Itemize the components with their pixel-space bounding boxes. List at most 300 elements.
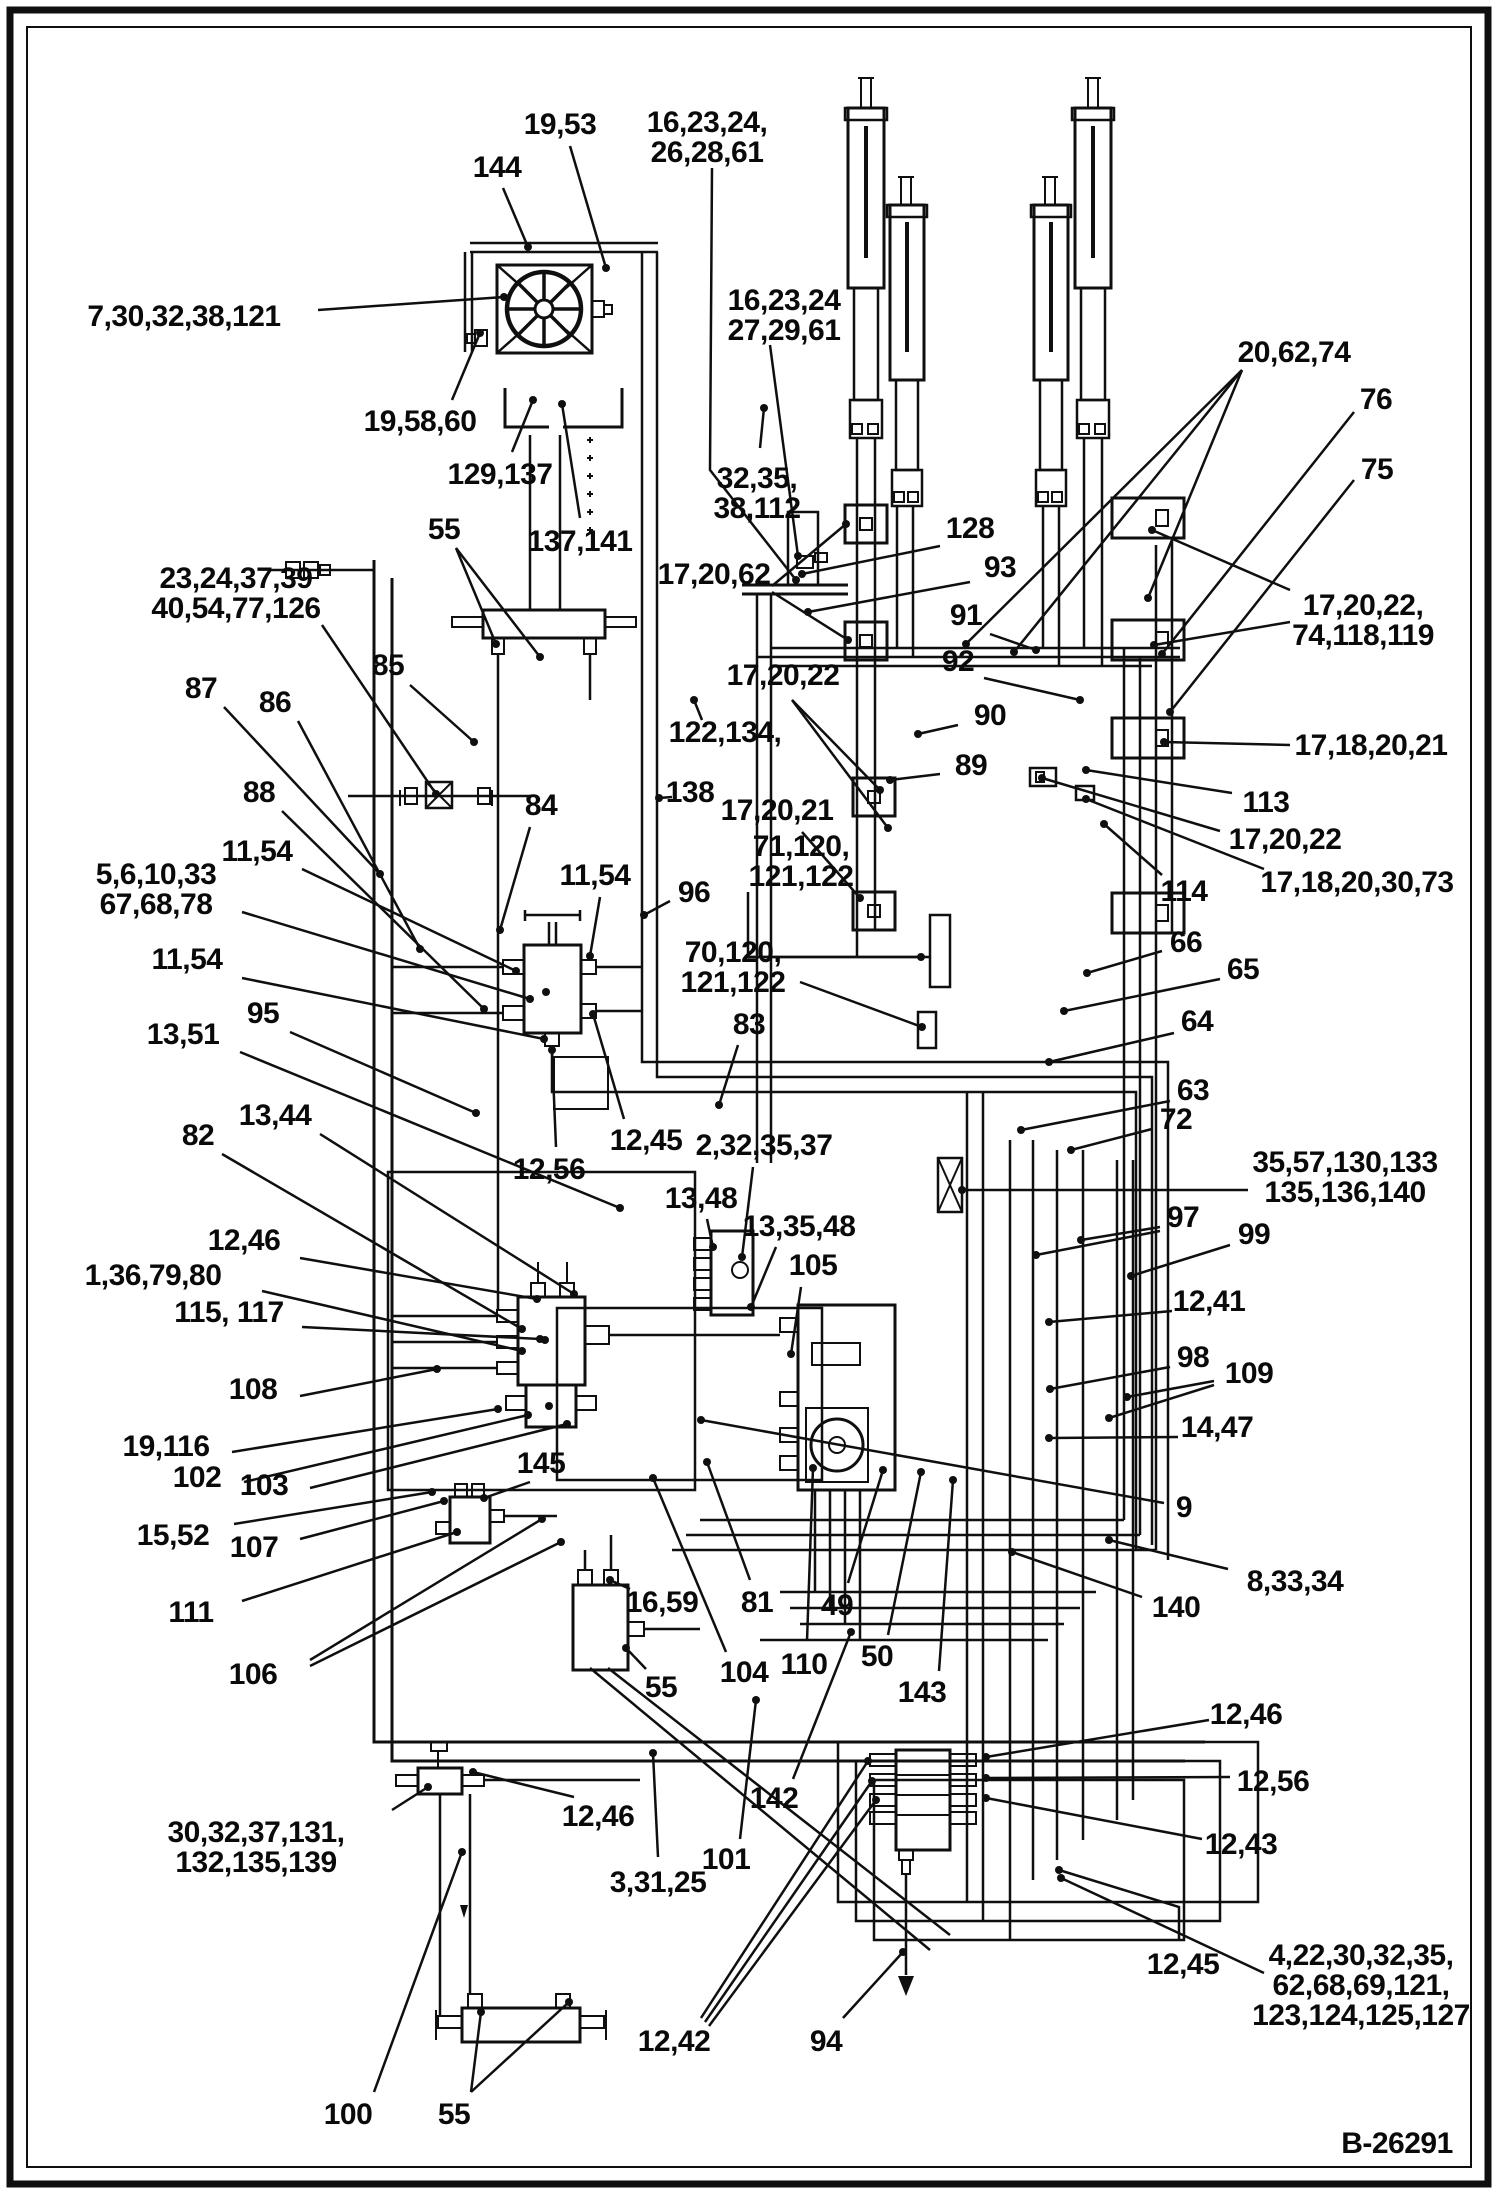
- leader-dot: [1008, 1548, 1016, 1556]
- callout-text: 63: [1176, 1074, 1210, 1107]
- callout: [513, 1046, 586, 1186]
- callout: [861, 1468, 925, 1673]
- leader-dot: [538, 1515, 546, 1523]
- callout: [665, 1182, 738, 1251]
- callout-text: 17,20,22, 74,118,119: [1292, 589, 1434, 652]
- callout-text: 92: [941, 645, 975, 678]
- leader-line: [570, 146, 606, 268]
- callout: [781, 1464, 828, 1681]
- leader-dot: [798, 570, 806, 578]
- callout-text: 71,120, 121,122: [748, 830, 854, 893]
- leader-line: [290, 1032, 476, 1113]
- leader-dot: [1082, 795, 1090, 803]
- leader-dot: [570, 1290, 578, 1298]
- leader-dot: [480, 1494, 488, 1502]
- callout-text: 1,36,79,80: [84, 1259, 222, 1292]
- leader-line: [772, 524, 846, 586]
- leader-dot: [760, 404, 768, 412]
- callout-text: 65: [1226, 953, 1260, 986]
- leader-line: [843, 1952, 903, 2018]
- leader-line: [740, 1700, 756, 1839]
- leader-dot: [500, 293, 508, 301]
- leader-line: [300, 1258, 537, 1299]
- callout-text: 122,134,: [668, 716, 782, 749]
- callout: [1160, 729, 1447, 762]
- leader-line: [302, 869, 516, 971]
- callout-text: 17,20,22: [1228, 823, 1342, 856]
- callout-text: 12,46: [561, 1800, 635, 1833]
- leader-dot: [524, 1411, 532, 1419]
- leader-dot: [847, 1628, 855, 1636]
- leader-dot: [697, 1416, 705, 1424]
- leader-dot: [738, 1253, 746, 1261]
- leader-dot: [982, 1774, 990, 1782]
- leader-line: [410, 685, 474, 742]
- callout: [1057, 1874, 1470, 2032]
- callout-text: 72: [1159, 1103, 1193, 1136]
- leader-line: [1104, 824, 1162, 875]
- leader-dot: [747, 1303, 755, 1311]
- callout-text: 7,30,32,38,121: [87, 300, 281, 333]
- upper-control-valve: [503, 910, 596, 1046]
- leader-dot: [1045, 1318, 1053, 1326]
- callout-text: 75: [1360, 453, 1394, 486]
- callout-text: 12,46: [1209, 1698, 1283, 1731]
- leader-dot: [864, 1757, 872, 1765]
- leader-dot: [872, 1796, 880, 1804]
- callout-text: 87: [184, 672, 218, 705]
- callout: [1008, 1548, 1200, 1624]
- leader-dot: [1158, 650, 1166, 658]
- leader-line: [1014, 370, 1242, 652]
- callout-text: 114: [1160, 875, 1208, 908]
- leader-line: [300, 1369, 437, 1396]
- callout-text: 50: [860, 1640, 894, 1673]
- leader-dot: [470, 738, 478, 746]
- leader-line: [318, 297, 504, 310]
- leader-dot: [1083, 969, 1091, 977]
- callout-text: 110: [780, 1648, 828, 1681]
- callout: [496, 789, 558, 934]
- leader-line: [471, 2012, 481, 2092]
- leader-dot: [472, 1109, 480, 1117]
- leader-dot: [917, 953, 925, 961]
- leader-line: [1154, 622, 1290, 645]
- callout-text: 108: [228, 1373, 278, 1406]
- leader-dot: [1105, 1536, 1113, 1544]
- callout-text: 12,45: [1146, 1948, 1220, 1981]
- callout-text: 12,46: [207, 1224, 281, 1257]
- callout-text: 70,120, 121,122: [680, 936, 786, 999]
- callout: [713, 404, 800, 525]
- leader-line: [374, 1852, 462, 2092]
- callout: [1082, 766, 1289, 819]
- callout-text: 111: [168, 1596, 214, 1629]
- callout-text: 128: [945, 512, 995, 545]
- leader-dot: [703, 1458, 711, 1466]
- callout: [606, 1576, 698, 1619]
- callout-text: 102: [172, 1461, 222, 1494]
- callout: [1105, 1536, 1344, 1598]
- leader-line: [653, 1478, 726, 1652]
- callout-text: 16,59: [625, 1586, 699, 1619]
- leader-line: [966, 370, 1242, 644]
- lift-cylinder-1: [845, 78, 887, 438]
- callouts-layer: [85, 106, 1470, 2160]
- leader-dot: [844, 636, 852, 644]
- leader-dot: [453, 1528, 461, 1536]
- callout-text: 64: [1180, 1005, 1214, 1038]
- callout-text: 14,47: [1180, 1411, 1254, 1444]
- callout-text: 91: [949, 599, 983, 632]
- callout-text: 109: [1224, 1357, 1274, 1390]
- callout-text: 95: [246, 997, 280, 1030]
- callout: [372, 649, 478, 746]
- leader-dot: [1017, 1126, 1025, 1134]
- leader-line: [701, 1420, 1164, 1503]
- leader-line: [760, 408, 764, 448]
- callout: [1067, 1103, 1192, 1154]
- callout-text: 16,23,24 27,29,61: [727, 284, 841, 347]
- leader-line: [653, 1753, 658, 1857]
- callout-text: 17,18,20,21: [1294, 729, 1448, 762]
- callout: [229, 1515, 565, 1691]
- leader-line: [1131, 1245, 1230, 1276]
- leader-dot: [533, 1295, 541, 1303]
- callout: [259, 686, 424, 953]
- leader-dot: [1032, 646, 1040, 654]
- callout-text: 32,35, 38,112: [713, 462, 801, 525]
- callout-text: 66: [1169, 926, 1203, 959]
- callout-text: 17,18,20,30,73: [1260, 866, 1454, 899]
- leader-dot: [949, 1476, 957, 1484]
- callout-text: 16,23,24, 26,28,61: [646, 106, 768, 169]
- callout-text: 19,116: [122, 1430, 210, 1463]
- callout: [1045, 1005, 1214, 1066]
- callout-text: 103: [239, 1469, 289, 1502]
- leader-dot: [440, 1497, 448, 1505]
- callout: [469, 1768, 634, 1833]
- leader-dot: [884, 824, 892, 832]
- leader-line: [456, 548, 496, 644]
- leader-line: [1012, 1552, 1142, 1597]
- callout-text: 49: [820, 1589, 854, 1622]
- callout-text: 20,62,74: [1237, 336, 1351, 369]
- callout-text: 104: [719, 1656, 769, 1689]
- leader-dot: [458, 1848, 466, 1856]
- leader-line: [719, 1045, 738, 1105]
- callout: [658, 520, 852, 644]
- leader-dot: [518, 1325, 526, 1333]
- leader-dot: [804, 608, 812, 616]
- leader-line: [986, 1777, 1230, 1778]
- callout-text: 12,45: [609, 1124, 683, 1157]
- callout-text: 76: [1359, 383, 1393, 416]
- leader-dot: [558, 400, 566, 408]
- leader-dot: [540, 1035, 548, 1043]
- leader-line: [1086, 770, 1232, 793]
- leader-line: [792, 700, 880, 790]
- callout-text: 113: [1242, 786, 1290, 819]
- leader-line: [310, 1542, 561, 1666]
- leader-dot: [876, 786, 884, 794]
- leader-dot: [1123, 1393, 1131, 1401]
- leader-dot: [709, 1243, 717, 1251]
- leader-dot: [958, 1186, 966, 1194]
- callout-text: 15,52: [136, 1519, 210, 1552]
- callout-text: 83: [732, 1008, 766, 1041]
- callout: [1045, 1411, 1253, 1444]
- callout-text: 19,53: [523, 108, 597, 141]
- callout: [174, 1296, 544, 1343]
- callout-text: 12,56: [1236, 1765, 1310, 1798]
- callout-text: 11,54: [221, 835, 293, 868]
- callout-text: 13,35,48: [742, 1210, 856, 1243]
- callout: [85, 1259, 526, 1355]
- callout: [589, 1010, 682, 1157]
- callout: [649, 1474, 769, 1689]
- leader-line: [772, 592, 848, 640]
- callout-text: 86: [258, 686, 292, 719]
- leader-dot: [602, 264, 610, 272]
- callout: [229, 1365, 441, 1406]
- callout-text: 115, 117: [174, 1296, 284, 1329]
- engine-pump-unit: [780, 1305, 895, 1490]
- leader-dot: [1150, 641, 1158, 649]
- callout-text: 55: [437, 2098, 471, 2131]
- callout: [1100, 820, 1208, 908]
- leader-dot: [842, 520, 850, 528]
- lift-cylinder-4: [1072, 78, 1114, 438]
- leader-line: [1049, 1311, 1172, 1322]
- leader-dot: [715, 1101, 723, 1109]
- leader-dot: [1010, 648, 1018, 656]
- callout-text: 89: [954, 749, 988, 782]
- callout-text: 17,20,21: [720, 794, 834, 827]
- leader-dot: [589, 1010, 597, 1018]
- callout-text: 3,31,25: [609, 1866, 707, 1899]
- callout: [173, 1411, 532, 1494]
- callout-text: 55: [644, 1671, 678, 1704]
- callout-text: 142: [749, 1782, 799, 1815]
- leader-dot: [1160, 738, 1168, 746]
- callout-text: 93: [983, 551, 1017, 584]
- callout-text: 94: [809, 2025, 843, 2058]
- callout-text: 12,41: [1172, 1285, 1246, 1318]
- leader-dot: [518, 1347, 526, 1355]
- callout: [681, 936, 926, 1031]
- callout-text: 13,48: [664, 1182, 738, 1215]
- callout-text: 19,58,60: [363, 405, 477, 438]
- leader-dot: [899, 1948, 907, 1956]
- callout-text: 140: [1151, 1591, 1201, 1624]
- callout-text: 137,141: [527, 525, 633, 558]
- callout: [243, 776, 488, 1013]
- leader-line: [503, 188, 528, 247]
- callout: [640, 876, 710, 919]
- leader-dot: [548, 1046, 556, 1054]
- leader-line: [392, 1787, 428, 1810]
- leader-line: [984, 678, 1080, 700]
- callout-text: 17,20,62: [657, 558, 771, 591]
- leader-line: [986, 1798, 1202, 1839]
- leader-dot: [879, 1466, 887, 1474]
- callout-text: 35,57,130,133 135,136,140: [1252, 1146, 1438, 1209]
- leader-dot: [477, 2008, 485, 2016]
- leader-dot: [792, 576, 800, 584]
- callout: [239, 1099, 578, 1298]
- leader-dot: [492, 640, 500, 648]
- leader-line: [1021, 1101, 1170, 1130]
- leader-dot: [469, 1768, 477, 1776]
- leader-dot: [794, 552, 802, 560]
- callout-text: 13,44: [238, 1099, 312, 1132]
- leader-dot: [809, 1464, 817, 1472]
- callout-text: 11,54: [151, 943, 223, 976]
- leader-dot: [655, 794, 663, 802]
- leader-line: [986, 1720, 1209, 1757]
- leader-line: [939, 1480, 953, 1671]
- leader-dot: [476, 329, 484, 337]
- leader-line: [1049, 1437, 1178, 1438]
- leader-dot: [1045, 1434, 1053, 1442]
- lift-cylinder-3: [1031, 177, 1071, 506]
- leader-line: [888, 1472, 921, 1635]
- leader-dot: [1038, 774, 1046, 782]
- leader-dot: [1060, 1007, 1068, 1015]
- leader-line: [709, 1800, 876, 2026]
- leader-dot: [586, 952, 594, 960]
- leader-dot: [622, 1644, 630, 1652]
- leader-dot: [1127, 1272, 1135, 1280]
- leader-dot: [1057, 1874, 1065, 1882]
- callout: [438, 1998, 573, 2131]
- leader-line: [751, 1247, 776, 1307]
- leader-dot: [690, 696, 698, 704]
- leader-line: [800, 982, 922, 1027]
- leader-dot: [529, 396, 537, 404]
- callout-text: 2,32,35,37: [695, 1129, 833, 1162]
- callout: [524, 108, 610, 272]
- leader-dot: [917, 1468, 925, 1476]
- callout-text: 90: [973, 699, 1007, 732]
- callout-text: 84: [524, 789, 558, 822]
- leader-dot: [752, 1696, 760, 1704]
- leader-dot: [1076, 696, 1084, 704]
- leader-dot: [918, 1023, 926, 1031]
- leader-dot: [1055, 1866, 1063, 1874]
- callout-text: 145: [516, 1447, 566, 1480]
- callout-text: 4,22,30,32,35, 62,68,69,121, 123,124,125,127: [1252, 1939, 1470, 2032]
- leader-line: [282, 811, 484, 1009]
- leader-dot: [563, 1420, 571, 1428]
- callout-text: 97: [1166, 1201, 1200, 1234]
- callout: [982, 1794, 1277, 1861]
- leader-dot: [787, 1350, 795, 1358]
- callout-text: 82: [181, 1119, 215, 1152]
- bottom-horizontal-cylinder: [436, 1994, 606, 2042]
- callout-text: 106: [228, 1658, 278, 1691]
- callout-text: 12,42: [637, 2025, 711, 2058]
- callout-text: 81: [740, 1586, 774, 1619]
- leader-dot: [1082, 766, 1090, 774]
- leader-dot: [616, 1204, 624, 1212]
- leader-line: [590, 897, 600, 956]
- leader-dot: [856, 894, 864, 902]
- callout-text: 8,33,34: [1246, 1565, 1344, 1598]
- callout: [1055, 1866, 1219, 1981]
- leader-dot: [496, 926, 504, 934]
- callout-text: 105: [788, 1249, 838, 1282]
- callout-text: 85: [371, 649, 405, 682]
- leader-dot: [649, 1474, 657, 1482]
- callout: [703, 1458, 773, 1619]
- drawing-number: [1341, 2127, 1453, 2160]
- callout-text: 96: [677, 876, 711, 909]
- leader-dot: [606, 1576, 614, 1584]
- callout: [1060, 953, 1259, 1015]
- callout: [324, 1848, 466, 2131]
- callout-text: 9: [1175, 1491, 1193, 1524]
- callout: [669, 696, 782, 749]
- callout-text: 55: [427, 513, 461, 546]
- leader-dot: [1100, 820, 1108, 828]
- leader-line: [473, 1772, 574, 1797]
- leader-line: [802, 546, 940, 574]
- callout-text: 100: [323, 2098, 373, 2131]
- leader-line: [298, 721, 420, 949]
- leader-dot: [432, 790, 440, 798]
- callout-text: 23,24,37,39 40,54,77,126: [151, 562, 321, 625]
- callout: [473, 151, 532, 251]
- callout-text: 144: [472, 151, 522, 184]
- leader-dot: [1105, 1414, 1113, 1422]
- callout: [480, 1447, 565, 1502]
- callout: [810, 1948, 907, 2058]
- callout-text: 143: [897, 1676, 947, 1709]
- callout-text: 138: [665, 776, 715, 809]
- callout: [655, 776, 714, 809]
- leader-dot: [982, 1794, 990, 1802]
- leader-line: [848, 1470, 883, 1583]
- leader-dot: [480, 1005, 488, 1013]
- callout-text: 98: [1176, 1341, 1210, 1374]
- leader-line: [918, 725, 958, 734]
- callout-text: 129,137: [447, 458, 553, 491]
- leader-dot: [565, 1998, 573, 2006]
- leader-dot: [494, 1405, 502, 1413]
- callout: [622, 1644, 677, 1704]
- leader-dot: [640, 911, 648, 919]
- leader-line: [300, 1501, 444, 1539]
- leader-dot: [526, 995, 534, 1003]
- leader-line: [1036, 1231, 1160, 1255]
- main-control-valve: [497, 1262, 609, 1427]
- callout-text: 12,56: [512, 1153, 586, 1186]
- callout: [958, 1146, 1438, 1209]
- leader-dot: [1148, 526, 1156, 534]
- leader-dot: [1077, 1236, 1085, 1244]
- leader-line: [807, 1468, 813, 1641]
- leader-dot: [649, 1749, 657, 1757]
- callout-text: 101: [701, 1843, 751, 1876]
- leader-dot: [557, 1538, 565, 1546]
- leader-dot: [982, 1753, 990, 1761]
- leader-line: [310, 1519, 542, 1660]
- leader-dot: [428, 1488, 436, 1496]
- leader-dot: [524, 243, 532, 251]
- callout-text: 5,6,10,33 67,68,78: [95, 858, 217, 921]
